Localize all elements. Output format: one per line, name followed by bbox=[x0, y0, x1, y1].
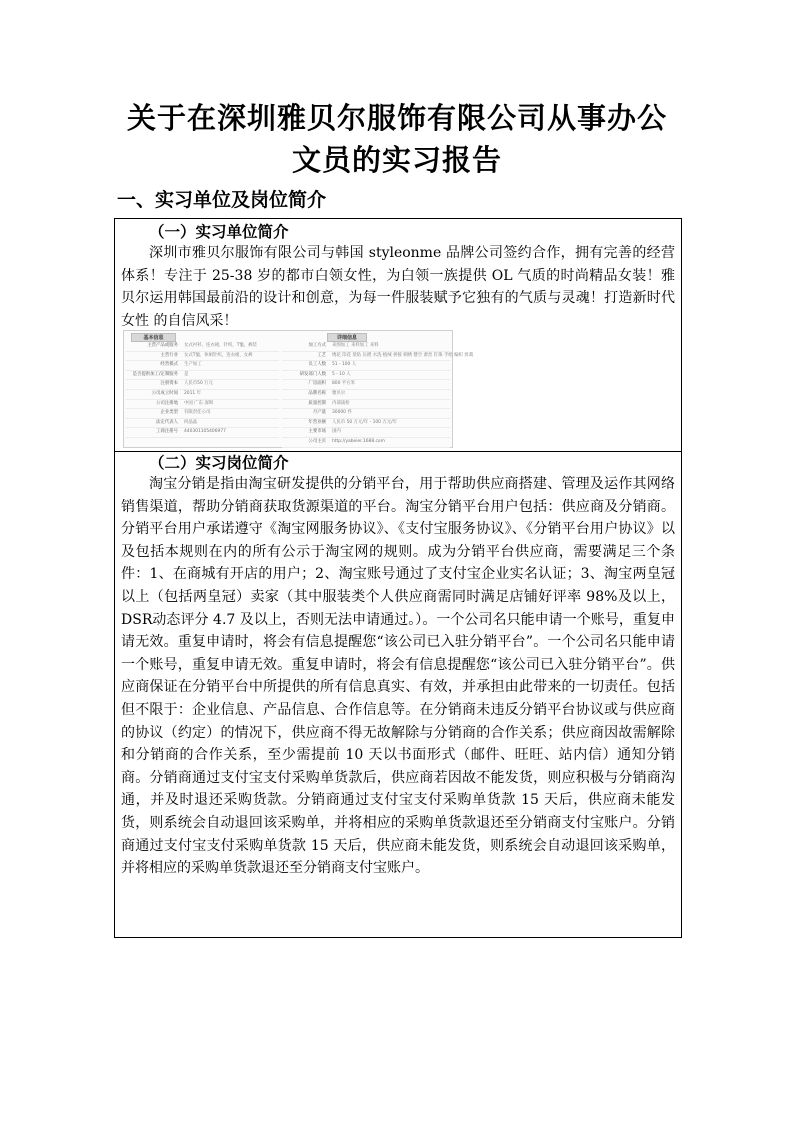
document-title-line1: 关于在深圳雅贝尔服饰有限公司从事办公 bbox=[126, 101, 667, 135]
company-info-image bbox=[123, 330, 474, 448]
info-label: 公司主页 bbox=[308, 438, 326, 444]
info-label: 月产量 bbox=[312, 410, 326, 416]
info-value: 国内 bbox=[332, 429, 341, 435]
info-row bbox=[282, 371, 450, 381]
info-label: 注册资本 bbox=[160, 381, 178, 387]
info-label: 厂房面积 bbox=[308, 381, 326, 387]
info-row bbox=[282, 361, 450, 371]
info-label: 工商注册号 bbox=[156, 429, 178, 435]
basic-info-panel bbox=[126, 333, 279, 445]
info-row bbox=[126, 390, 279, 400]
info-value: 内部质检 bbox=[332, 400, 350, 406]
info-label: 公司注册地 bbox=[156, 400, 178, 406]
info-row bbox=[126, 400, 279, 410]
detail-info-title: 详细信息 bbox=[327, 333, 367, 342]
info-value: 中国 广东 深圳 bbox=[184, 400, 214, 406]
basic-info-title: 基本信息 bbox=[131, 333, 176, 342]
info-row bbox=[282, 400, 450, 410]
info-row bbox=[126, 342, 279, 352]
info-label: 年营业额 bbox=[308, 419, 326, 425]
info-label: 质量控制 bbox=[308, 400, 326, 406]
info-row bbox=[282, 352, 474, 362]
detail-info-rows bbox=[282, 342, 474, 448]
info-value: 生产加工 bbox=[184, 362, 202, 368]
info-value: 是 bbox=[184, 371, 189, 377]
info-value: 来图加工 来样加工 来料 bbox=[332, 343, 379, 348]
info-row bbox=[126, 352, 279, 362]
info-value: http://yabeier.1688.com bbox=[332, 438, 385, 444]
info-row bbox=[282, 390, 450, 400]
info-row bbox=[126, 361, 279, 371]
info-row bbox=[126, 380, 279, 390]
info-value: 2011 年 bbox=[184, 390, 201, 396]
info-label: 研发部门人数 bbox=[299, 371, 326, 377]
position-intro-cell bbox=[115, 452, 681, 937]
info-row bbox=[282, 380, 450, 390]
info-row bbox=[282, 342, 450, 352]
info-row bbox=[282, 428, 450, 438]
info-row bbox=[126, 371, 279, 381]
info-value: 绣花 印花 烫钻 压褶 水洗 植绒 拼接 刺绣 镂空 蕾丝 钉珠 手绘 编织 剪裁 bbox=[332, 352, 474, 358]
info-value: 有限责任公司 bbox=[184, 410, 211, 416]
position-intro-text: 淘宝分销是指由淘宝研发提供的分销平台，用于帮助供应商搭建、管理及运作其网络销售渠道，帮助分销商获取货源渠道的平台。淘宝分销平台用户包括：供应商及分销商。分销平台用户承诺遵守《淘宝网服务协议》、《支付宝服务协议》、《分销平台用户协议》以及包括本规则在内的所有公示于淘宝网的规则。成为分销平台供应商，需要满足三个条件：1、在商城有开店的用户；2、淘宝账号通过了支付宝企业实名认证；3、淘宝两皇冠以上（包括两皇冠）卖家（其中服装类个人供应商需同时满足店铺好评率 98%及以上，DSR动态评分 4.7 及以上，否则无法申请通过。）。一个公司名只能申请一个账号，重复申请无效。重复申请时，将会有信息提醒您“该公司已入驻分销平台”。一个公司名只能申请一个账号，重复申请无效。重复申请时，将会有信息提醒您“该公司已入驻分销平台”。供应商保证在分销平台中所提供的所有信息真实、有效，并承担由此带来的一切责任。包括但不限于：企业信息、产品信息、合作信息等。在分销商未违反分销平台协议或与供应商的协议（约定）的情况下，供应商不得无故解除与分销商的合作关系；供应商因故需解除和分销商的合作关系，至少需提前 10 天以书面形式（邮件、旺旺、站内信）通知分销商。分销商通过支付宝支付采购单货款后，供应商若因故不能发货，则应积极与分销商沟通，并及时退还采购货款。分销商通过支付宝支付采购单货款 15 天后，供应商未能发货，则系统会自动退回该采购单，并将相应的采购单货款退还至分销商支付宝账户。分销商通过支付宝支付采购单货款 15 天后，供应商未能发货，则系统会自动退回该采购单，并将相应的采购单货款退还至分销商支付宝账户。 bbox=[121, 476, 675, 877]
info-value: 雅贝尔 bbox=[332, 390, 346, 396]
unit-intro-heading: （一）实习单位简介 bbox=[149, 222, 289, 241]
document-title-line2: 文员的实习报告 bbox=[291, 143, 502, 177]
info-label: 经营模式 bbox=[160, 362, 178, 368]
info-label: 企业类型 bbox=[160, 410, 178, 416]
info-label: 是否提供加工/定制服务 bbox=[132, 371, 178, 377]
info-value: 30000 件 bbox=[332, 410, 352, 416]
info-row bbox=[282, 409, 450, 419]
info-label: 工艺 bbox=[317, 352, 326, 358]
info-label: 主营产品或服务 bbox=[147, 343, 178, 348]
info-row bbox=[282, 438, 450, 448]
content-table bbox=[114, 218, 682, 938]
unit-intro-cell bbox=[115, 219, 681, 452]
info-row bbox=[126, 419, 279, 429]
section-heading: 一、实习单位及岗位简介 bbox=[117, 189, 327, 211]
info-label: 加工方式 bbox=[308, 343, 326, 348]
info-value: 440301105406977 bbox=[184, 429, 226, 435]
info-value: 女式衬衫，连衣裙，针织，T恤，裤装 bbox=[184, 343, 257, 348]
info-value: 人民币 50 万元/年 - 100 万元/年 bbox=[332, 419, 398, 425]
info-value: 人民币50 万元 bbox=[184, 381, 213, 387]
basic-info-rows bbox=[126, 342, 279, 438]
info-value: 何晶晶 bbox=[184, 419, 198, 425]
info-value: 800 平方米 bbox=[332, 381, 355, 387]
info-row bbox=[282, 419, 450, 429]
info-value: 5 - 10 人 bbox=[332, 371, 351, 377]
detail-info-panel bbox=[282, 333, 474, 445]
position-intro-heading: （二）实习岗位简介 bbox=[149, 453, 289, 472]
info-value: 51 - 100 人 bbox=[332, 362, 357, 368]
info-value: 女式T恤，休闲针织，连衣裙，女裤 bbox=[184, 352, 253, 358]
info-label: 法定代表人 bbox=[156, 419, 178, 425]
info-row bbox=[126, 428, 279, 438]
info-label: 主要市场 bbox=[308, 429, 326, 435]
info-label: 主营行业 bbox=[160, 352, 178, 358]
info-row bbox=[126, 409, 279, 419]
info-label: 品牌名称 bbox=[308, 390, 326, 396]
info-label: 员工人数 bbox=[308, 362, 326, 368]
info-label: 公司成立时间 bbox=[151, 390, 178, 396]
unit-intro-text: 深圳市雅贝尔服饰有限公司与韩国 styleonme 品牌公司签约合作，拥有完善的经营体系！专注于 25-38 岁的都市白领女性，为白领一族提供 OL 气质的时尚精品女装！雅贝尔运用韩国最前沿的设计和创意，为每一件服装赋予它独有的气质与灵魂！打造新时代女性 的自信风采！ bbox=[121, 245, 675, 329]
